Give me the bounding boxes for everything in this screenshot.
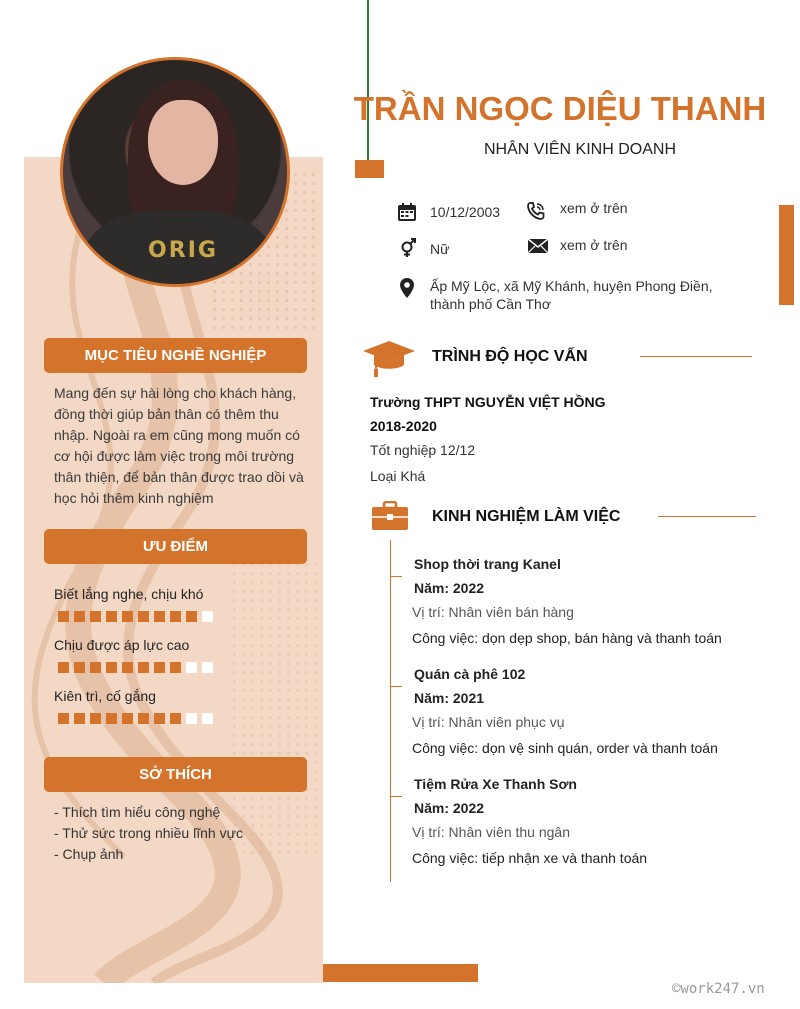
objective-line: đồng thời giúp bản thân có thêm thu xyxy=(54,406,279,422)
rating-square-filled xyxy=(58,662,69,673)
rating-square-filled xyxy=(122,713,133,724)
right-accent-tab xyxy=(779,205,794,305)
rating-square-filled xyxy=(90,713,101,724)
rating-square-filled xyxy=(170,611,181,622)
rating-square-filled xyxy=(90,611,101,622)
rating-square-empty xyxy=(202,713,213,724)
job-year: Năm: 2022 xyxy=(414,580,485,596)
birthday-text: 10/12/2003 xyxy=(430,204,501,220)
objective-line: Mang đến sự hài lòng cho khách hàng, xyxy=(54,385,297,401)
rating-square-filled xyxy=(154,713,165,724)
graduation-cap-icon xyxy=(362,339,416,379)
hobbies-section-title: SỞ THÍCH xyxy=(44,757,307,792)
job-duty: Công việc: tiếp nhận xe và thanh toán xyxy=(412,850,648,866)
objective-line: thân thiện, để bản thân được trao dồi và xyxy=(54,469,304,485)
address-line-1: Ấp Mỹ Lộc, xã Mỹ Khánh, huyện Phong Điền, xyxy=(430,278,713,294)
job-company: Shop thời trang Kanel xyxy=(414,556,561,572)
rating-square-empty xyxy=(186,662,197,673)
job-company: Tiệm Rửa Xe Thanh Sơn xyxy=(414,776,577,792)
accent-square xyxy=(355,160,384,178)
timeline-tick xyxy=(390,796,402,797)
hobby-item: - Thử sức trong nhiều lĩnh vực xyxy=(54,825,243,841)
rating-square-filled xyxy=(170,662,181,673)
rating-square-filled xyxy=(122,611,133,622)
objective-text xyxy=(54,383,307,509)
timeline-tick xyxy=(390,576,402,577)
rating-square-empty xyxy=(202,662,213,673)
education-title-line xyxy=(640,356,752,357)
candidate-name: TRẦN NGỌC DIỆU THANH xyxy=(353,90,767,127)
rating-square-filled xyxy=(74,662,85,673)
education-section-title: TRÌNH ĐỘ HỌC VẤN xyxy=(432,348,588,365)
hobby-item: - Chụp ảnh xyxy=(54,846,124,862)
objective-section-title: MỤC TIÊU NGHỀ NGHIỆP xyxy=(44,338,307,373)
phone-icon xyxy=(526,201,546,221)
objective-line: cơ hội được làm việc trong môi trường xyxy=(54,448,295,464)
rating-square-filled xyxy=(154,662,165,673)
strength-label: Chịu được áp lực cao xyxy=(54,637,190,653)
briefcase-icon xyxy=(371,501,409,531)
education-school: Trường THPT NGUYỄN VIỆT HỒNG xyxy=(370,394,606,410)
rating-square-filled xyxy=(186,611,197,622)
watermark-text: ©work247.vn xyxy=(672,981,765,997)
location-icon xyxy=(399,277,415,299)
job-year: Năm: 2022 xyxy=(414,800,485,816)
objective-line: nhập. Ngoài ra em cũng mong muốn có xyxy=(54,427,300,443)
candidate-position: NHÂN VIÊN KINH DOANH xyxy=(483,141,677,158)
gender-icon xyxy=(398,238,418,258)
education-graduation: Tốt nghiệp 12/12 xyxy=(370,442,476,458)
experience-section-title: KINH NGHIỆM LÀM VIỆC xyxy=(432,508,621,525)
job-duty: Công việc: dọn dẹp shop, bán hàng và thanh toán xyxy=(412,630,722,646)
job-role: Vị trí: Nhân viên bán hàng xyxy=(412,604,574,620)
experience-timeline xyxy=(390,540,391,882)
objective-line: học hỏi thêm kinh nghiệm xyxy=(54,490,214,506)
rating-square-empty xyxy=(186,713,197,724)
rating-square-filled xyxy=(138,611,149,622)
bottom-accent-bar xyxy=(323,964,478,982)
rating-square-filled xyxy=(138,662,149,673)
rating-square-filled xyxy=(74,713,85,724)
rating-square-filled xyxy=(90,662,101,673)
strengths-section-title: ƯU ĐIỂM xyxy=(44,529,307,564)
rating-square-filled xyxy=(106,662,117,673)
job-company: Quán cà phê 102 xyxy=(414,666,526,682)
rating-square-filled xyxy=(154,611,165,622)
rating-square-filled xyxy=(106,611,117,622)
experience-title-line xyxy=(658,516,756,517)
rating-square-filled xyxy=(58,713,69,724)
education-years: 2018-2020 xyxy=(370,418,437,434)
rating-square-filled xyxy=(106,713,117,724)
phone-text: xem ở trên xyxy=(560,200,628,216)
rating-square-filled xyxy=(170,713,181,724)
strength-label: Biết lắng nghe, chịu khó xyxy=(54,586,204,602)
rating-square-filled xyxy=(74,611,85,622)
rating-square-filled xyxy=(138,713,149,724)
address-line-2: thành phố Cần Thơ xyxy=(430,296,552,312)
email-text: xem ở trên xyxy=(560,237,628,253)
rating-square-filled xyxy=(122,662,133,673)
avatar-shirt-text: ORIG xyxy=(148,238,218,263)
job-year: Năm: 2021 xyxy=(414,690,485,706)
rating-square-empty xyxy=(202,611,213,622)
profile-photo xyxy=(60,57,290,287)
calendar-icon xyxy=(397,202,417,222)
email-icon xyxy=(527,238,549,254)
avatar-face xyxy=(148,100,218,185)
job-duty: Công việc: dọn vệ sinh quán, order và thanh toán xyxy=(412,740,718,756)
education-grade: Loại Khá xyxy=(370,468,426,484)
strength-label: Kiên trì, cố gắng xyxy=(54,688,156,704)
top-divider-line xyxy=(367,0,369,160)
job-role: Vị trí: Nhân viên thu ngân xyxy=(412,824,570,840)
strength-rating-bar xyxy=(58,662,213,673)
hobby-item: - Thích tìm hiểu công nghệ xyxy=(54,804,221,820)
rating-square-filled xyxy=(58,611,69,622)
gender-text: Nữ xyxy=(430,241,450,257)
strength-rating-bar xyxy=(58,713,213,724)
timeline-tick xyxy=(390,686,402,687)
job-role: Vị trí: Nhân viên phục vụ xyxy=(412,714,565,730)
strength-rating-bar xyxy=(58,611,213,622)
dot-pattern-bottom xyxy=(230,560,320,860)
